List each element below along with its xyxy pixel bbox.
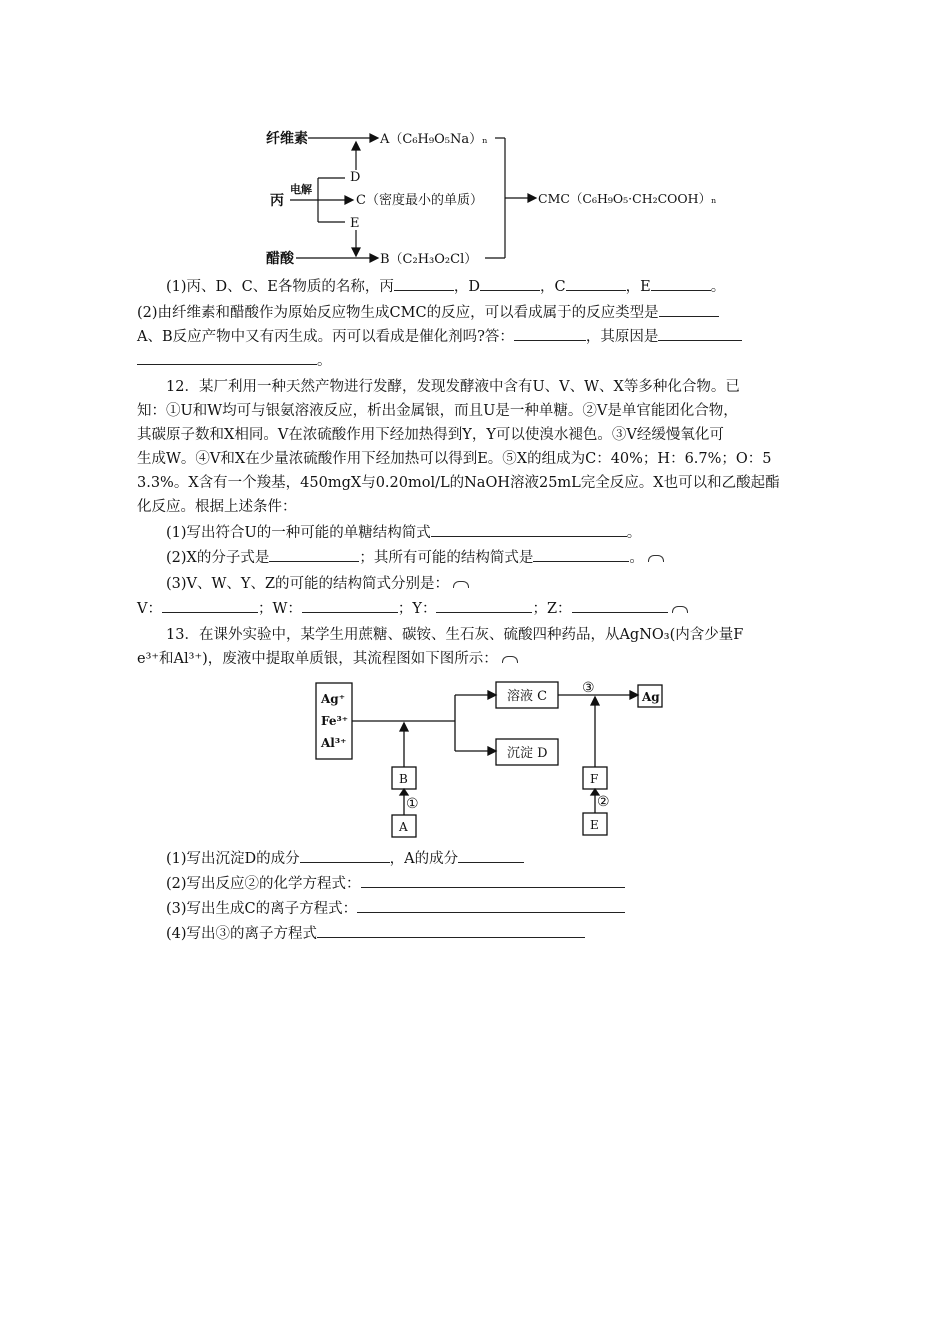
q12-sub1: (1)写出符合U的一种可能的单糖结构简式 。 (166, 522, 641, 544)
answer-blank[interactable] (302, 598, 398, 613)
node-b2: B (399, 772, 408, 786)
answer-blank[interactable] (566, 276, 626, 291)
q11-part2-line2: A、B反应产物中又有丙生成。丙可以看成是催化剂吗?答： ，其原因是 (137, 326, 742, 348)
answer-blank[interactable] (137, 350, 317, 365)
acetic-acid-label: 醋酸 (266, 251, 294, 267)
q12-line3: 其碳原子数和X相同。V在浓硫酸作用下经加热得到Y，Y可以使溴水褪色。③V经缓慢氧化可 (137, 427, 724, 443)
edit-mark-icon (648, 555, 664, 562)
q12-sub3: (3)V、W、Y、Z的可能的结构简式分别是： (166, 573, 469, 595)
q13-line1: 13．在课外实验中，某学生用蔗糖、碳铵、生石灰、硫酸四种药品，从AgNO₃(内含少量F (166, 627, 744, 643)
ion-ag: Ag⁺ (321, 692, 346, 706)
ion-al: Al³⁺ (321, 736, 347, 750)
node-a2: A (399, 820, 408, 834)
node-cmc: CMC（C₆H₉O₅·CH₂COOH）ₙ (538, 191, 717, 206)
answer-blank[interactable] (300, 848, 390, 863)
answer-blank[interactable] (659, 302, 719, 317)
bing-label: 丙 (270, 193, 284, 209)
answer-blank[interactable] (269, 547, 359, 562)
q12-line5: 3.3%。X含有一个羧基，450mgX与0.20mol/L的NaOH溶液25mL完全反应。X也可以和乙酸起酯 (137, 475, 780, 491)
q11-part2-line3: 。 (137, 350, 332, 372)
answer-blank[interactable] (317, 923, 585, 938)
q12-line1: 12．某厂利用一种天然产物进行发酵，发现发酵液中含有U、V、W、X等多种化合物。已 (166, 379, 740, 395)
precipitate-d: 沉淀 D (507, 746, 548, 761)
q12-line4: 生成W。④V和X在少量浓硫酸作用下经加热可以得到E。⑤X的组成为C：40%；H：6.7%；O：5 (137, 451, 772, 467)
answer-blank[interactable] (361, 873, 625, 888)
answer-blank[interactable] (651, 276, 711, 291)
node-a: A（C₆H₉O₅Na）ₙ (380, 132, 488, 147)
cellulose-label: 纤维素 (266, 131, 308, 147)
step-2-label: ② (597, 794, 610, 810)
q13-line2: e³⁺和Al³⁺)，废液中提取单质银，其流程图如下图所示： (137, 648, 518, 670)
node-c: C（密度最小的单质） (356, 193, 483, 208)
answer-blank[interactable] (533, 547, 629, 562)
q11-part1: (1)丙、D、C、E各物质的名称，丙 ，D ，C ，E 。 (166, 276, 725, 298)
answer-blank[interactable] (357, 898, 625, 913)
node-f: F (590, 772, 599, 786)
q11-part2-line1: (2)由纤维素和醋酸作为原始反应物生成CMC的反应，可以看成属于的反应类型是 (137, 302, 719, 324)
q12-line2: 知：①U和W均可与银氨溶液反应，析出金属银，而且U是一种单糖。②V是单官能团化合物， (137, 403, 738, 419)
answer-blank[interactable] (514, 326, 586, 341)
q12-sub2: (2)X的分子式是 ；其所有可能的结构简式是 。 (166, 547, 664, 569)
edit-mark-icon (502, 656, 518, 663)
node-e: E (350, 216, 360, 231)
product-ag: Ag (642, 690, 660, 704)
edit-mark-icon (453, 581, 469, 588)
answer-blank[interactable] (658, 326, 742, 341)
answer-blank[interactable] (480, 276, 540, 291)
q13-sub4: (4)写出③的离子方程式 (166, 923, 585, 945)
answer-blank[interactable] (436, 598, 532, 613)
answer-blank[interactable] (431, 522, 627, 537)
q13-sub1: (1)写出沉淀D的成分 ，A的成分 (166, 848, 524, 870)
q12-sub3-answers: V： ；W： ；Y： ；Z： (137, 598, 688, 620)
node-e2: E (590, 818, 599, 832)
q13-sub2: (2)写出反应②的化学方程式： (166, 873, 625, 895)
answer-blank[interactable] (162, 598, 258, 613)
answer-blank[interactable] (394, 276, 454, 291)
answer-blank[interactable] (458, 848, 524, 863)
q12-line6: 化反应。根据上述条件： (137, 499, 297, 515)
node-d: D (350, 170, 361, 185)
step-3-label: ③ (582, 680, 595, 696)
edit-mark-icon (672, 606, 688, 613)
step-1-label: ① (406, 796, 419, 812)
ion-fe: Fe³⁺ (321, 714, 349, 728)
silver-extraction-flowchart (310, 675, 690, 840)
solution-c: 溶液 C (507, 689, 548, 704)
q13-sub3: (3)写出生成C的离子方程式： (166, 898, 625, 920)
node-b: B（C₂H₃O₂Cl） (380, 252, 478, 267)
electrolysis-label: 电解 (290, 183, 312, 196)
cmc-synthesis-diagram (260, 120, 740, 272)
answer-blank[interactable] (572, 598, 668, 613)
